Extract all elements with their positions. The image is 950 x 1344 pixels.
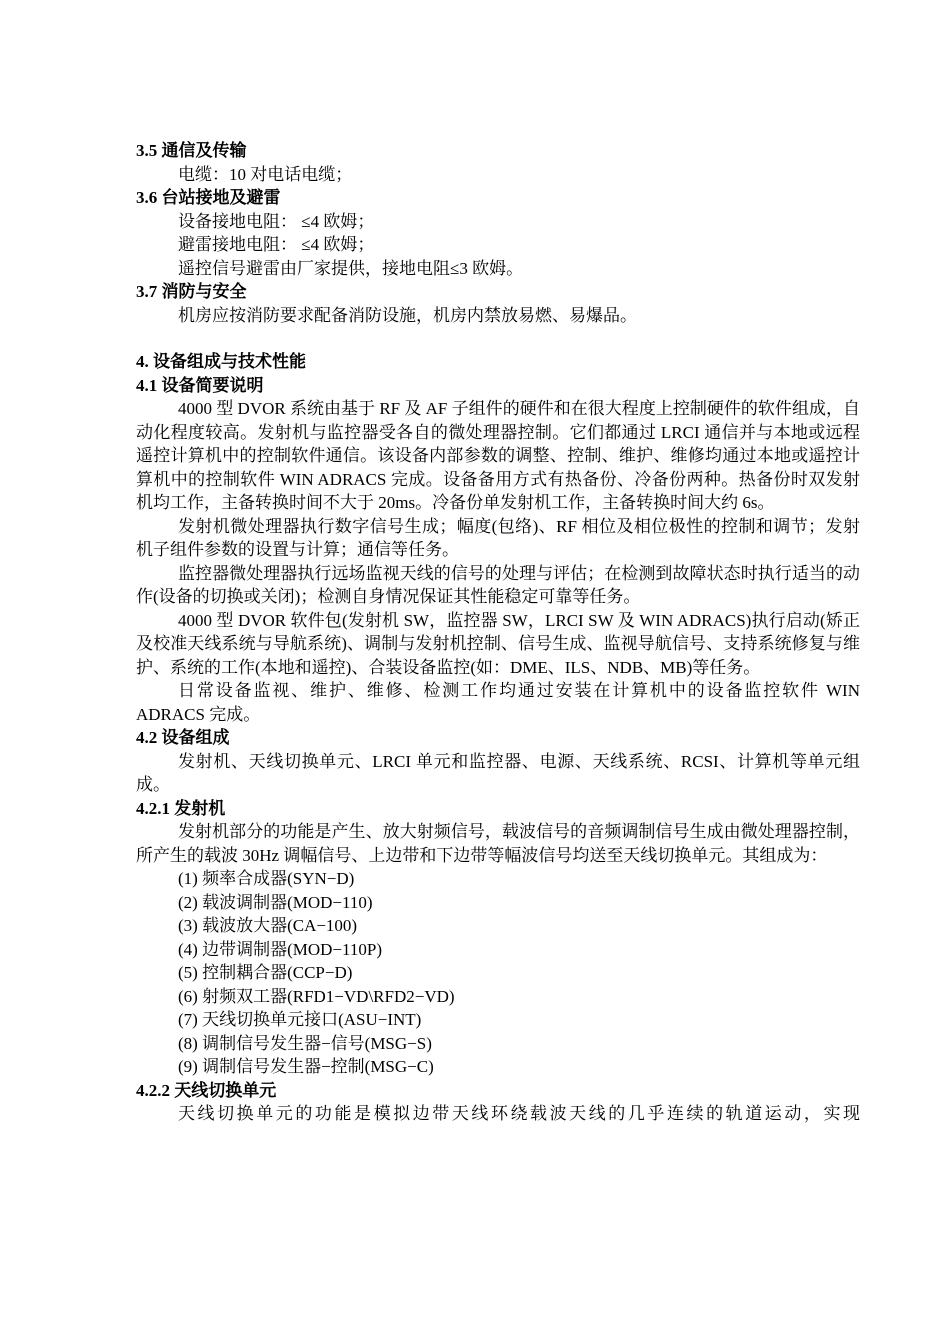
heading-4-2-1: 4.2.1 发射机 [136, 798, 226, 818]
paragraph-components: 发射机、天线切换单元、LRCI 单元和监控器、电源、天线系统、RCSI、计算机等单元组成。 [136, 751, 860, 794]
list-item: (8) 调制信号发生器−信号(MSG−S) [178, 1033, 432, 1053]
list-item: (9) 调制信号发生器−控制(MSG−C) [178, 1057, 434, 1076]
line-lightning-ground: 避雷接地电阻： ≤4 欧姆； [178, 235, 375, 254]
paragraph-transmitter-function: 发射机部分的功能是产生、放大射频信号，载波信号的音频调制信号生成由微处理器控制，所产生的载波 30Hz 调幅信号、上边带和下边带等幅波信号均送至天线切换单元。其组成为： [136, 822, 860, 865]
heading-3-6: 3.6 台站接地及避雷 [136, 188, 281, 207]
list-item: (4) 边带调制器(MOD−110P) [178, 939, 382, 959]
paragraph-monitor-mcu: 监控器微处理器执行远场监视天线的信号的处理与评估；在检测到故障状态时执行适当的动作(设备的切换或关闭)；检测自身情况保证其性能稳定可靠等任务。 [136, 563, 860, 606]
list-item: (6) 射频双工器(RFD1−VD\RFD2−VD) [178, 986, 455, 1006]
heading-4-1: 4.1 设备简要说明 [136, 375, 264, 395]
paragraph-transmitter-mcu: 发射机微处理器执行数字信号生成；幅度(包络)、RF 相位及相位极性的控制和调节；发射机子组件参数的设置与计算；通信等任务。 [136, 516, 860, 559]
paragraph-daily-maintenance: 日常设备监视、维护、维修、检测工作均通过安装在计算机中的设备监控软件 WIN ADRACS 完成。 [136, 681, 860, 724]
document-body [136, 139, 860, 1126]
list-item: (2) 载波调制器(MOD−110) [178, 892, 373, 912]
paragraph-system-overview: 4000 型 DVOR 系统由基于 RF 及 AF 子组件的硬件和在很大程度上控制硬件的软件组成，自动化程度较高。发射机与监控器受各自的微处理器控制。它们都通过 LRCI 通信并与本地或远程遥控计算机中的控制软件通信。该设备内部参数的调整、控制、维护、维修均通过本地或遥控计算机中的控制软件 WIN ADRACS 完成。设备备用方式有热备份、冷备份两种。热备份时双发射机均工作，主备转换时间不大于 20ms。冷备份单发射机工作，主备转换时间大约 6s。 [136, 399, 860, 512]
list-item: (1) 频率合成器(SYN−D) [178, 869, 355, 888]
heading-3-7: 3.7 消防与安全 [136, 282, 247, 301]
list-item: (5) 控制耦合器(CCP−D) [178, 963, 353, 982]
list-item: (7) 天线切换单元接口(ASU−INT) [178, 1010, 422, 1029]
line-equipment-ground: 设备接地电阻： ≤4 欧姆； [178, 211, 375, 231]
section-spacer [136, 327, 860, 350]
list-item: (3) 载波放大器(CA−100) [178, 916, 358, 935]
paragraph-software-package: 4000 型 DVOR 软件包(发射机 SW，监控器 SW，LRCI SW 及 WIN ADRACS)执行启动(矫正及校准天线系统与导航系统)、调制与发射机控制、信号生成、监视导航信号、支持系统修复与维护、系统的工作(本地和遥控)、合装设备监控(如：DME、ILS、NDB、MB)等任务。 [136, 610, 860, 677]
heading-4: 4. 设备组成与技术性能 [136, 352, 306, 371]
paragraph-cable: 电缆：10 对电话电缆； [178, 164, 353, 184]
heading-3-5: 3.5 通信及传输 [136, 141, 247, 160]
paragraph-antenna-switch: 天线切换单元的功能是模拟边带天线环绕载波天线的几乎连续的轨道运动，实现 [178, 1104, 860, 1123]
heading-4-2: 4.2 设备组成 [136, 728, 230, 747]
paragraph-fire-safety: 机房应按消防要求配备消防设施，机房内禁放易燃、易爆品。 [178, 305, 637, 325]
heading-4-2-2: 4.2.2 天线切换单元 [136, 1080, 277, 1100]
line-remote-signal-protection: 遥控信号避雷由厂家提供，接地电阻≤3 欧姆。 [178, 258, 524, 278]
